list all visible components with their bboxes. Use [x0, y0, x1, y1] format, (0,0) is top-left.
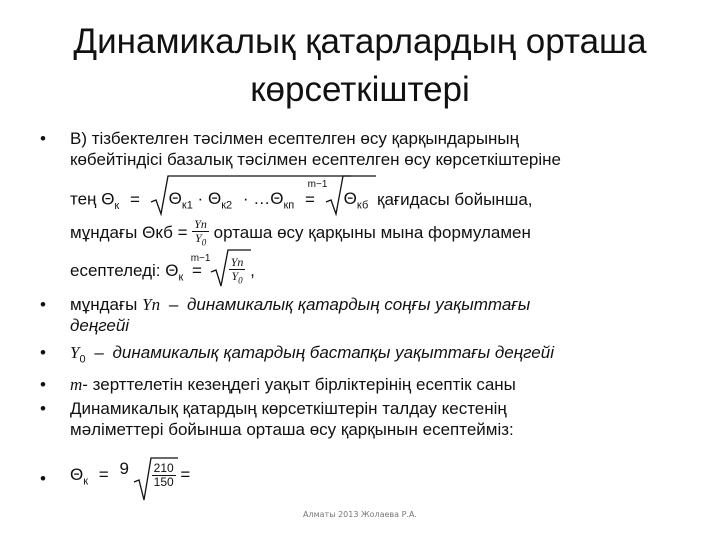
b3-variable: Y: [70, 343, 80, 362]
bullet-dot: •: [40, 375, 46, 394]
b2-dash: –: [168, 295, 179, 314]
b1-l4-text: мұндағы Θкб =: [70, 223, 188, 243]
equals-sign-4: =: [98, 465, 109, 484]
theta-symbol-2: Θ: [165, 261, 179, 281]
footer-text: Алматы 2013 Жолаева Р.А.: [303, 510, 417, 519]
comma: ,: [250, 261, 255, 281]
radical-2: [307, 179, 369, 216]
radical-term-3-sub: кп: [283, 199, 295, 212]
fraction-2-den-sub: 0: [238, 275, 243, 286]
b4-variable: m: [70, 375, 83, 394]
theta-sub: к: [114, 200, 120, 213]
radical-ellipsis: · …: [242, 189, 271, 208]
b6-formula: [70, 458, 190, 492]
theta-sub-3: к: [83, 475, 89, 488]
radical-3-sign: [211, 256, 251, 290]
radical-1: [151, 184, 295, 216]
radical-2-sign: [326, 184, 376, 218]
theta-sub-2: к: [178, 271, 184, 284]
bullet-dot: •: [40, 469, 46, 488]
fraction-1-den-sub: 0: [201, 237, 207, 248]
title-line-2: көрсеткіштері: [250, 70, 470, 109]
equals-sign: =: [129, 189, 140, 209]
fraction-3-num: 210: [153, 461, 174, 476]
equals-sign-2: =: [305, 189, 315, 209]
b1-line2: көбейтіндісі базалық тәсілмен есептелген өсу көрсеткіштеріне: [70, 150, 561, 169]
fraction-1: [192, 218, 209, 249]
b5-line1: Динамикалық қатардың көрсеткіштерін талдау кестенің: [70, 399, 507, 418]
fraction-2-num: Yn: [230, 255, 244, 269]
radical-dot: ·: [197, 189, 204, 208]
b1-line1: В) тізбектелген тәсілмен есептелген өсу қарқындарының: [70, 129, 520, 148]
radical-term-1: Θ: [168, 189, 182, 208]
root-index-2: m−1: [190, 253, 211, 264]
b1-line4: [70, 218, 531, 249]
root-index-3: 9: [119, 459, 129, 478]
b3-variable-sub: 0: [79, 353, 86, 366]
equals-sign-5: =: [180, 465, 191, 484]
equals-sign-3: =: [192, 261, 202, 281]
b1-l4-tail: орташа өсу қарқыны мына формуламен: [213, 223, 531, 243]
slide-title: [0, 18, 720, 114]
fraction-1-den-var: Y: [195, 231, 202, 245]
b1-l5-text: есептеледі:: [70, 261, 161, 281]
b4-text: - зерттелетін кезеңдегі уақыт бірліктерінің есептік саны: [82, 375, 516, 394]
b2-line1: [70, 294, 530, 315]
b3-dash: –: [94, 343, 104, 362]
fraction-1-den: [192, 232, 209, 249]
title-line-1: Динамикалық қатарлардың орташа: [73, 22, 647, 61]
theta-symbol-3: Θ: [70, 465, 84, 484]
b2-line2: деңгейі: [70, 316, 130, 335]
root-index: m−1: [307, 179, 328, 190]
bullet-dot: •: [40, 343, 46, 362]
b3-italic: динамикалық қатардың бастапқы уақыттағы деңгейі: [112, 343, 554, 362]
radical-term-3: Θ: [270, 189, 284, 208]
b1-l3-text: тең: [70, 189, 97, 209]
radical-3: [190, 253, 246, 287]
radical-4: [134, 462, 176, 489]
b4-line: [70, 374, 516, 395]
radical-term-4: Θ: [343, 189, 357, 208]
radical-4-sign: [134, 462, 178, 502]
bullet-dot: •: [40, 295, 46, 314]
fraction-1-num: Yn: [194, 217, 207, 231]
fraction-2-den-var: Y: [231, 269, 239, 283]
b2-italic-1: динамикалық қатардың соңғы уақыттағы: [187, 295, 531, 314]
radical-term-2-sub: к2: [221, 199, 233, 212]
b3-line: [70, 342, 554, 370]
b1-formula-line: [70, 179, 533, 217]
radical-term-4-sub: кб: [356, 199, 369, 212]
radical-term-1-sub: к1: [181, 199, 193, 212]
bullet-dot: •: [40, 399, 46, 418]
b1-l3-tail: қағидасы бойынша,: [377, 189, 533, 209]
radical-term-2: Θ: [207, 189, 222, 208]
b5-line2: мәліметтері бойынша орташа өсу қарқынын есептейміз:: [70, 420, 514, 439]
b2-text: мұндағы: [70, 295, 138, 314]
fraction-3-den: 150: [153, 475, 174, 490]
theta-symbol: Θ: [101, 189, 115, 209]
b1-line5: [70, 253, 255, 289]
b2-variable: Yn: [142, 295, 161, 314]
bullet-dot: •: [40, 129, 46, 148]
